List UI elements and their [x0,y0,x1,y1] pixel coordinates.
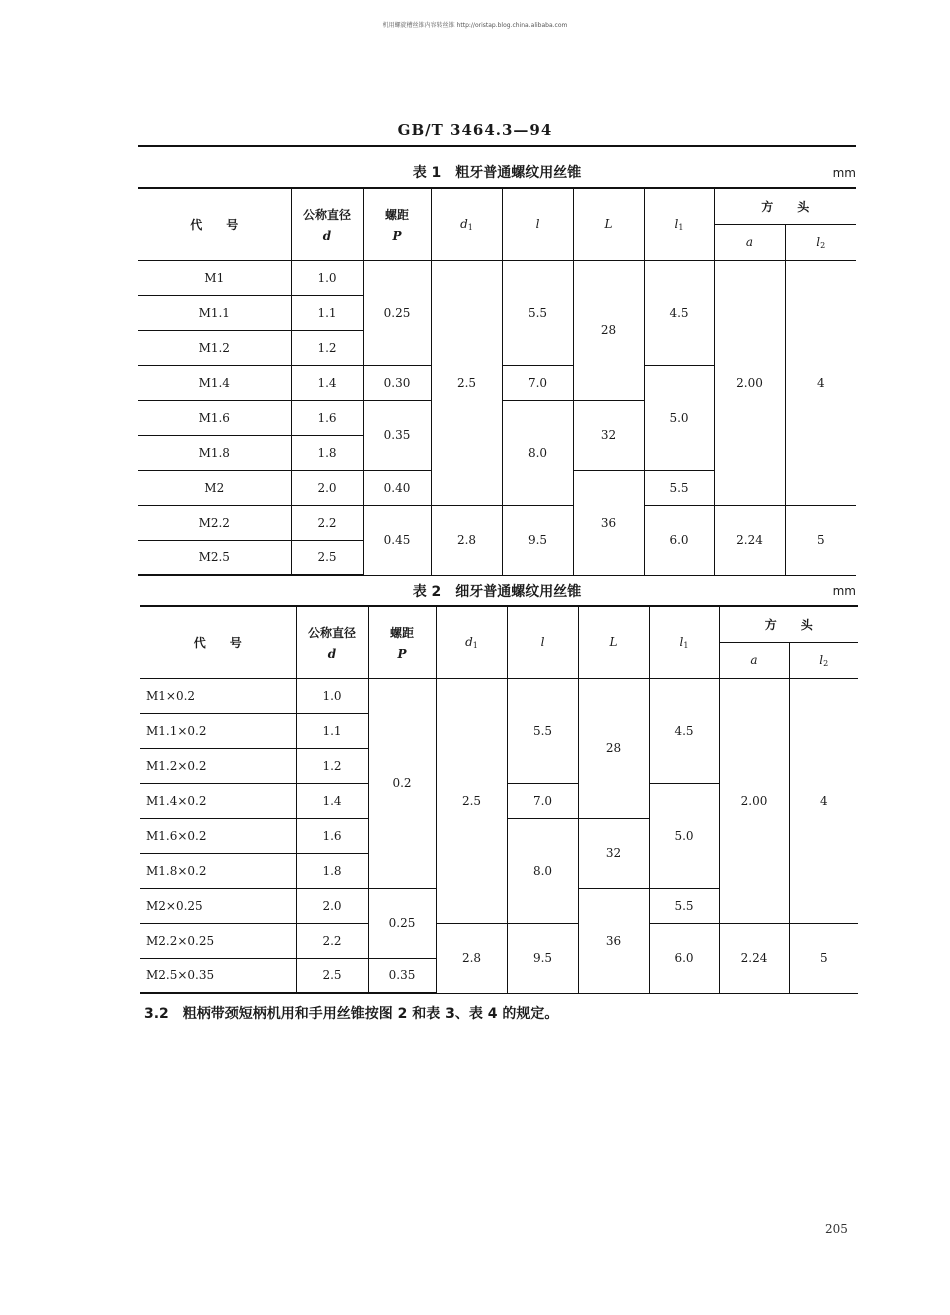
table2-l2: 5 [789,923,858,993]
header-l1-symbol: l [674,216,679,231]
table1-p: 0.25 [363,260,431,365]
table1-L: 28 [573,260,644,400]
table2-code: M1.4×0.2 [140,783,296,818]
table2-d1: 2.8 [436,923,507,993]
table1-p: 0.40 [363,470,431,505]
table1-code: M2.5 [138,540,291,575]
table1-code: M1.8 [138,435,291,470]
table2-l1: 5.5 [649,888,719,923]
table2-unit: mm [832,584,856,598]
header-l1-symbol: l [679,634,684,649]
table2-d: 1.6 [296,818,368,853]
table1-d: 2.5 [291,540,363,575]
table1-d: 1.4 [291,365,363,400]
header-d-label: 公称直径 [307,625,356,640]
table2-d: 2.2 [296,923,368,958]
table2-L: 28 [578,678,649,818]
header-p [363,188,431,260]
header-l2-sub: 2 [820,240,826,250]
header-l2 [789,642,858,678]
section-paragraph: 3.2 粗柄带颈短柄机用和手用丝锥按图 2 和表 3、表 4 的规定。 [144,1006,559,1022]
table1-d: 1.2 [291,330,363,365]
table2-a: 2.24 [719,923,789,993]
table2-p: 0.35 [368,958,436,993]
table2-p: 0.25 [368,888,436,958]
table1-l: 8.0 [502,400,573,505]
table2-caption: 表 2 细牙普通螺纹用丝锥 [412,584,582,600]
table1-L: 32 [573,400,644,470]
header-l1 [644,188,714,260]
header-a: a [714,224,785,260]
table2-l: 9.5 [507,923,578,993]
table1-l: 9.5 [502,505,573,575]
header-d1-symbol: d [460,216,468,231]
header-l1 [649,606,719,678]
header-p-label: 螺距 [384,207,409,222]
table2-code: M1.8×0.2 [140,853,296,888]
header-rule [138,145,856,147]
table1-d1: 2.8 [431,505,502,575]
table2-code: M2.2×0.25 [140,923,296,958]
table2-code: M1×0.2 [140,678,296,713]
header-note: 机用螺旋槽丝锥内容转丝锥 http://oristap.blog.china.alibaba.com [382,22,568,29]
header-l: l [502,188,573,260]
header-a: a [719,642,789,678]
table1-code: M1.6 [138,400,291,435]
table2-d: 1.2 [296,748,368,783]
table1-p: 0.35 [363,400,431,470]
table2-l: 7.0 [507,783,578,818]
table2-d: 1.4 [296,783,368,818]
table1-a: 2.24 [714,505,785,575]
header-l2-symbol: l [819,652,824,667]
table2-code: M1.1×0.2 [140,713,296,748]
header-l2-symbol: l [816,234,821,249]
header-d-label: 公称直径 [302,207,351,222]
header-l2 [785,224,856,260]
table1-d: 1.0 [291,260,363,295]
table1-code: M1.4 [138,365,291,400]
table2-L: 36 [578,888,649,993]
header-p-symbol: P [392,228,402,243]
header-square: 方 头 [714,188,856,224]
header-p-symbol: P [397,646,407,661]
table2 [140,605,858,994]
table2-d: 1.8 [296,853,368,888]
header-d [291,188,363,260]
page-number: 205 [825,1222,848,1236]
header-L: L [573,188,644,260]
table1-l: 5.5 [502,260,573,365]
header-d1-symbol: d [465,634,473,649]
table1-l2: 5 [785,505,856,575]
table2-code: M2×0.25 [140,888,296,923]
header-d [296,606,368,678]
table1-code: M2 [138,470,291,505]
header-l: l [507,606,578,678]
header-l1-sub: 1 [683,640,689,650]
table2-d: 2.5 [296,958,368,993]
table1-p: 0.45 [363,505,431,575]
table1-code: M1.1 [138,295,291,330]
header-square: 方 头 [719,606,858,642]
table2-d: 1.0 [296,678,368,713]
table2-d1: 2.5 [436,678,507,923]
table2-l2: 4 [789,678,858,923]
table1 [138,187,856,576]
table1-code: M1.2 [138,330,291,365]
table2-l1: 4.5 [649,678,719,783]
header-l1-sub: 1 [678,222,684,232]
header-d1 [431,188,502,260]
table2-l: 5.5 [507,678,578,783]
table1-d: 1.8 [291,435,363,470]
table2-d: 2.0 [296,888,368,923]
table1-l2: 4 [785,260,856,505]
table1-caption: 表 1 粗牙普通螺纹用丝锥 [412,165,582,181]
table1-l1: 6.0 [644,505,714,575]
table2-code: M1.6×0.2 [140,818,296,853]
table1-code: M1 [138,260,291,295]
header-p-label: 螺距 [389,625,414,640]
header-code: 代 号 [138,188,291,260]
table1-l: 7.0 [502,365,573,400]
table1-d: 2.0 [291,470,363,505]
table1-unit: mm [832,166,856,180]
header-code: 代 号 [140,606,296,678]
table2-l1: 6.0 [649,923,719,993]
table2-L: 32 [578,818,649,888]
table1-l1: 4.5 [644,260,714,365]
table1-L: 36 [573,470,644,575]
table2-d: 1.1 [296,713,368,748]
table2-code: M2.5×0.35 [140,958,296,993]
table1-d1: 2.5 [431,260,502,505]
header-d-symbol: d [322,228,332,243]
standard-number: GB/T 3464.3—94 [397,121,553,139]
header-d1 [436,606,507,678]
header-L: L [578,606,649,678]
table1-d: 2.2 [291,505,363,540]
table1-code: M2.2 [138,505,291,540]
header-d1-sub: 1 [472,640,478,650]
table2-code: M1.2×0.2 [140,748,296,783]
header-p [368,606,436,678]
table1-d: 1.6 [291,400,363,435]
table1-a: 2.00 [714,260,785,505]
table2-l1: 5.0 [649,783,719,888]
table2-a: 2.00 [719,678,789,923]
table1-d: 1.1 [291,295,363,330]
table2-p: 0.2 [368,678,436,888]
table1-l1: 5.5 [644,470,714,505]
header-d1-sub: 1 [467,222,473,232]
header-l2-sub: 2 [823,658,829,668]
table1-p: 0.30 [363,365,431,400]
table1-l1: 5.0 [644,365,714,470]
header-d-symbol: d [327,646,337,661]
table2-l: 8.0 [507,818,578,923]
